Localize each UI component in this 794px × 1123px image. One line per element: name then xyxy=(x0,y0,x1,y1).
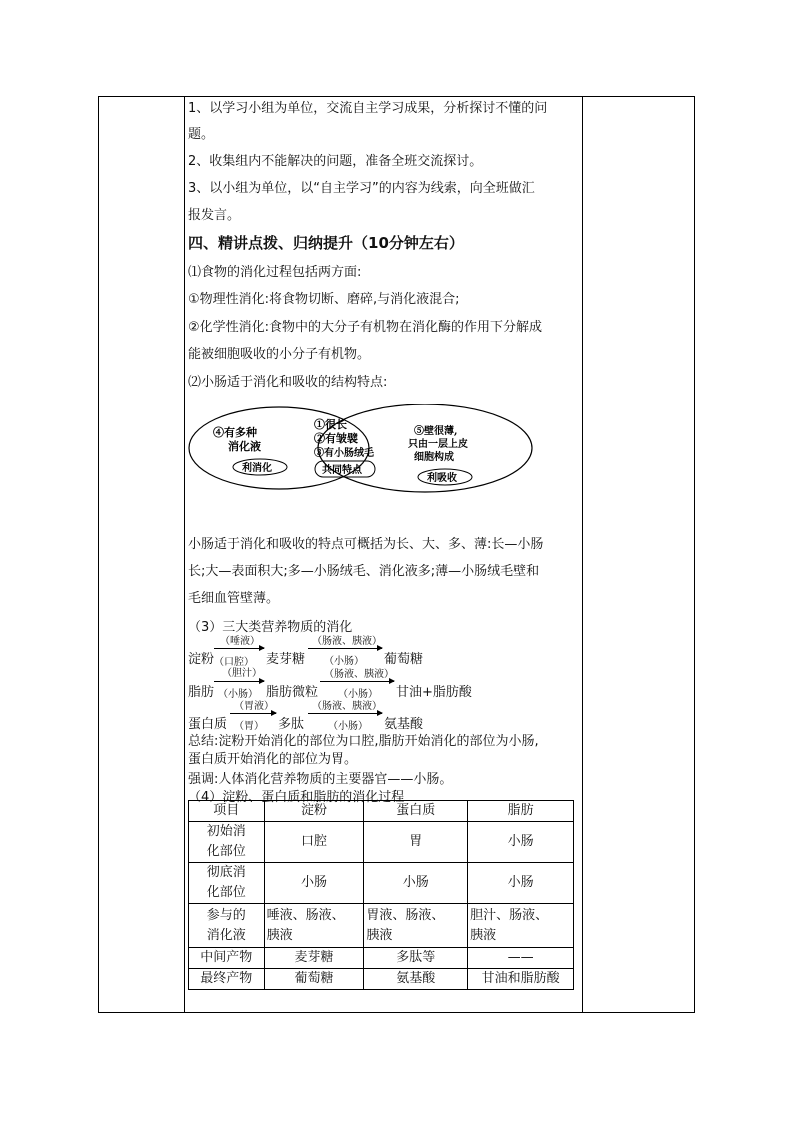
eq-protein-arrow2-top: （肠液、胰液） xyxy=(312,701,382,712)
small-intestine-venn-diagram xyxy=(188,404,533,504)
table-header: 脂肪 xyxy=(468,801,574,822)
table-cell: 口腔 xyxy=(264,822,364,863)
table-cell: 麦芽糖 xyxy=(264,948,364,969)
step-3-line-2: 报发言。 xyxy=(188,208,241,223)
eq-fat-end: 甘油+脂肪酸 xyxy=(396,685,472,700)
eq-starch-arrow2-bottom: （小肠） xyxy=(324,656,364,667)
section-4-heading: 四、精讲点拨、归纳提升（10分钟左右） xyxy=(188,234,464,252)
summary-line-1: 小肠适于消化和吸收的特点可概括为长、大、多、薄:长—小肠 xyxy=(188,537,544,552)
step-2: 2、收集组内不能解决的问题，准备全班交流探讨。 xyxy=(188,154,483,169)
step-1-line-2: 题。 xyxy=(188,127,215,142)
venn-left-text-2: 消化液 xyxy=(228,440,261,453)
summary-line-2: 长;大—表面积大;多—小肠绒毛、消化液多;薄—小肠绒毛壁和 xyxy=(188,564,540,579)
table-cell: 甘油和脂肪酸 xyxy=(468,969,574,990)
column-divider-right xyxy=(582,96,583,1013)
eq-amino: 氨基酸 xyxy=(384,717,424,732)
table-row xyxy=(189,948,574,969)
step-3-line-1: 3、以小组为单位，以“自主学习”的内容为线索，向全班做汇 xyxy=(188,181,535,196)
conclusion-line-1: 总结:淀粉开始消化的部位为口腔,脂肪开始消化的部位为小肠, xyxy=(188,734,539,749)
eq-fat-arrow2 xyxy=(320,681,394,682)
table-cell: 最终产物 xyxy=(189,969,265,990)
eq-fat-particle: 脂肪微粒 xyxy=(266,685,319,700)
eq-protein-arrow2 xyxy=(308,713,382,714)
table-cell: 胃 xyxy=(364,822,468,863)
digestion-table xyxy=(188,800,574,990)
venn-mid-tag: 共同特点 xyxy=(322,465,362,476)
table-cell: 初始消 化部位 xyxy=(189,822,265,863)
table-cell: 小肠 xyxy=(468,822,574,863)
venn-mid-text-2: ②有皱襞 xyxy=(314,432,358,445)
eq-fat: 脂肪 xyxy=(188,685,215,700)
venn-right-text-3: 细胞构成 xyxy=(414,452,454,463)
table-header: 淀粉 xyxy=(264,801,364,822)
table-cell: 胃液、肠液、 胰液 xyxy=(364,904,468,948)
eq-starch-arrow2-top: （肠液、胰液） xyxy=(312,636,382,647)
venn-mid-text-3: ③有小肠绒毛 xyxy=(314,448,374,459)
table-cell: 胆汁、肠液、 胰液 xyxy=(468,904,574,948)
table-cell: —— xyxy=(468,948,574,969)
eq-protein-arrow2-bottom: （小肠） xyxy=(328,721,368,732)
eq-peptide: 多肽 xyxy=(278,717,305,732)
venn-left-tag: 利消化 xyxy=(242,463,272,474)
point-1b-line-1: ②化学性消化:食物中的大分子有机物在消化酶的作用下分解成 xyxy=(188,320,543,335)
eq-protein: 蛋白质 xyxy=(188,717,228,732)
eq-glucose: 葡萄糖 xyxy=(384,652,424,667)
point-3: （3）三大类营养物质的消化 xyxy=(188,620,353,635)
table-cell: 葡萄糖 xyxy=(264,969,364,990)
eq-fat-arrow1-top: （胆汁） xyxy=(222,668,262,679)
point-2: ⑵小肠适于消化和吸收的结构特点: xyxy=(188,375,388,390)
table-cell: 彻底消 化部位 xyxy=(189,863,265,904)
eq-maltose: 麦芽糖 xyxy=(266,652,306,667)
eq-fat-arrow1 xyxy=(214,681,264,682)
table-cell: 唾液、肠液、 胰液 xyxy=(264,904,364,948)
table-cell: 多肽等 xyxy=(364,948,468,969)
venn-left-text-1: ④有多种 xyxy=(213,426,257,439)
eq-fat-arrow1-bottom: （小肠） xyxy=(218,689,258,700)
eq-protein-arrow1-top: （胃液） xyxy=(234,701,274,712)
eq-starch-arrow2 xyxy=(308,648,382,649)
venn-right-text-2: 只由一层上皮 xyxy=(408,439,468,450)
point-1b-line-2: 能被细胞吸收的小分子有机物。 xyxy=(188,347,371,362)
table-cell: 小肠 xyxy=(264,863,364,904)
table-cell: 小肠 xyxy=(364,863,468,904)
point-1: ⑴食物的消化过程包括两方面: xyxy=(188,265,362,280)
table-row xyxy=(189,822,574,863)
venn-right-tag: 利吸收 xyxy=(427,473,457,484)
table-row xyxy=(189,863,574,904)
point-1a: ①物理性消化:将食物切断、磨碎,与消化液混合; xyxy=(188,292,460,307)
table-row xyxy=(189,969,574,990)
table-cell: 中间产物 xyxy=(189,948,265,969)
venn-mid-text-1: ①很长 xyxy=(314,418,347,431)
column-divider-left xyxy=(184,96,185,1013)
eq-protein-arrow1 xyxy=(230,713,276,714)
step-1-line-1: 1、以学习小组为单位，交流自主学习成果，分析探讨不懂的问 xyxy=(188,101,548,116)
summary-line-3: 毛细血管壁薄。 xyxy=(188,591,280,606)
point-4: （4）淀粉、蛋白质和脂肪的消化过程 xyxy=(188,790,405,805)
table-row xyxy=(189,904,574,948)
eq-starch-arrow1 xyxy=(214,648,264,649)
table-header: 蛋白质 xyxy=(364,801,468,822)
eq-starch-arrow1-top: （唾液） xyxy=(220,636,260,647)
eq-fat-arrow2-bottom: （小肠） xyxy=(338,689,378,700)
table-header-row xyxy=(189,801,574,822)
eq-protein-arrow1-bottom: （胃） xyxy=(234,721,264,732)
eq-starch-arrow1-bottom: （口腔） xyxy=(214,657,254,668)
conclusion-line-2: 蛋白质开始消化的部位为胃。 xyxy=(188,752,358,767)
table-cell: 小肠 xyxy=(468,863,574,904)
venn-right-text-1: ⑤壁很薄, xyxy=(414,426,458,437)
table-cell: 氨基酸 xyxy=(364,969,468,990)
emphasis: 强调:人体消化营养物质的主要器官——小肠。 xyxy=(188,772,453,787)
table-header: 项目 xyxy=(189,801,265,822)
eq-fat-arrow2-top: （肠液、胰液） xyxy=(324,669,394,680)
eq-starch: 淀粉 xyxy=(188,652,215,667)
table-cell: 参与的 消化液 xyxy=(189,904,265,948)
